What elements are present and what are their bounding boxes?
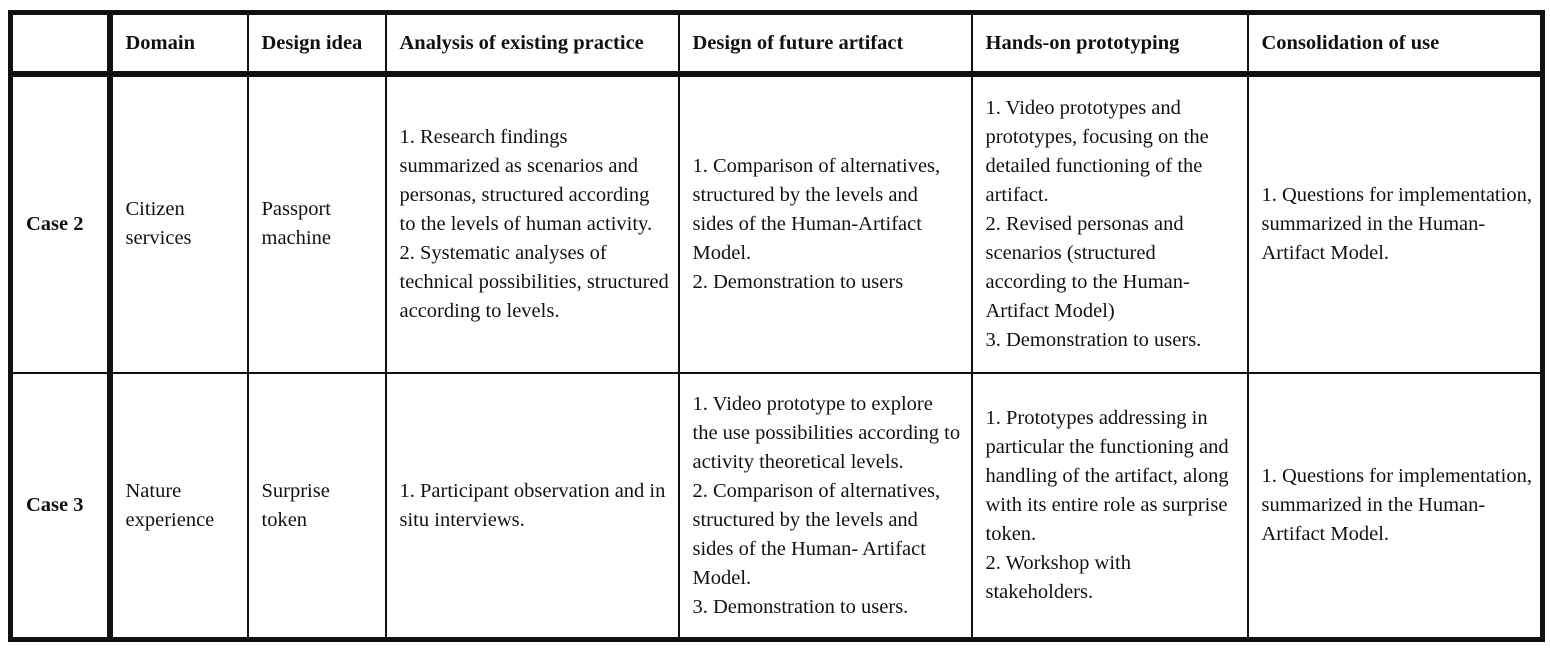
header-cell-design-idea: Design idea <box>248 13 386 74</box>
design-future-cell <box>679 74 972 373</box>
case-table-container <box>8 10 1540 642</box>
design-future-item: 1. Comparison of alternatives, structured by the levels and sides of the Human-Artifact Model. <box>692 154 941 264</box>
prototyping-item: 2. Revised personas and scenarios (structured according to the Human-Artifact Model) <box>985 212 1190 322</box>
case-label: Case 2 <box>11 74 110 373</box>
domain-line: Nature <box>125 479 182 502</box>
prototyping-item: 1. Prototypes addressing in particular the functioning and handling of the artifact, along with its entire role as surprise token. <box>985 407 1229 546</box>
design-idea-cell <box>248 373 386 639</box>
domain-cell <box>110 74 248 373</box>
design-idea-line: Passport <box>261 198 331 221</box>
header-cell-analysis: Analysis of existing practice <box>386 13 679 74</box>
table-row <box>11 373 1543 639</box>
header-cell-empty <box>11 13 110 74</box>
header-cell-consolidation: Consolidation of use <box>1248 13 1543 74</box>
analysis-item: 1. Research findings summarized as scenarios and personas, structured according to the levels of human activity. <box>399 125 653 235</box>
design-future-cell <box>679 373 972 639</box>
analysis-cell <box>386 74 679 373</box>
consolidation-item: 1. Questions for implementation, summarized in the Human-Artifact Model. <box>1261 465 1532 546</box>
header-cell-prototyping: Hands-on prototyping <box>972 13 1248 74</box>
design-idea-line: token <box>261 508 308 531</box>
design-future-item: 3. Demonstration to users. <box>692 595 909 618</box>
analysis-item: 2. Systematic analyses of technical possibilities, structured according to levels. <box>399 241 669 322</box>
domain-cell <box>110 373 248 639</box>
header-row <box>11 13 1543 74</box>
consolidation-cell <box>1248 373 1543 639</box>
table-row <box>11 74 1543 373</box>
domain-line: services <box>125 227 192 250</box>
design-future-item: 1. Video prototype to explore the use possibilities according to activity theoretical levels. <box>692 392 961 473</box>
consolidation-item: 1. Questions for implementation, summarized in the Human-Artifact Model. <box>1261 183 1532 264</box>
case-label: Case 3 <box>11 373 110 639</box>
prototyping-item: 3. Demonstration to users. <box>985 328 1202 351</box>
header-cell-design-future: Design of future artifact <box>679 13 972 74</box>
design-idea-cell <box>248 74 386 373</box>
domain-line: Citizen <box>125 198 185 221</box>
prototyping-cell <box>972 373 1248 639</box>
analysis-item: 1. Participant observation and in situ interviews. <box>399 479 666 531</box>
design-idea-line: machine <box>261 227 331 250</box>
prototyping-item: 1. Video prototypes and prototypes, focusing on the detailed functioning of the artifact. <box>985 96 1209 206</box>
prototyping-item: 2. Workshop with stakeholders. <box>985 552 1131 604</box>
case-comparison-table <box>8 10 1545 642</box>
header-cell-domain: Domain <box>110 13 248 74</box>
prototyping-cell <box>972 74 1248 373</box>
design-future-item: 2. Demonstration to users <box>692 270 904 293</box>
domain-line: experience <box>125 508 215 531</box>
analysis-cell <box>386 373 679 639</box>
consolidation-cell <box>1248 74 1543 373</box>
design-idea-line: Surprise <box>261 479 330 502</box>
design-future-item: 2. Comparison of alternatives, structured by the levels and sides of the Human- Artifact Model. <box>692 479 941 589</box>
